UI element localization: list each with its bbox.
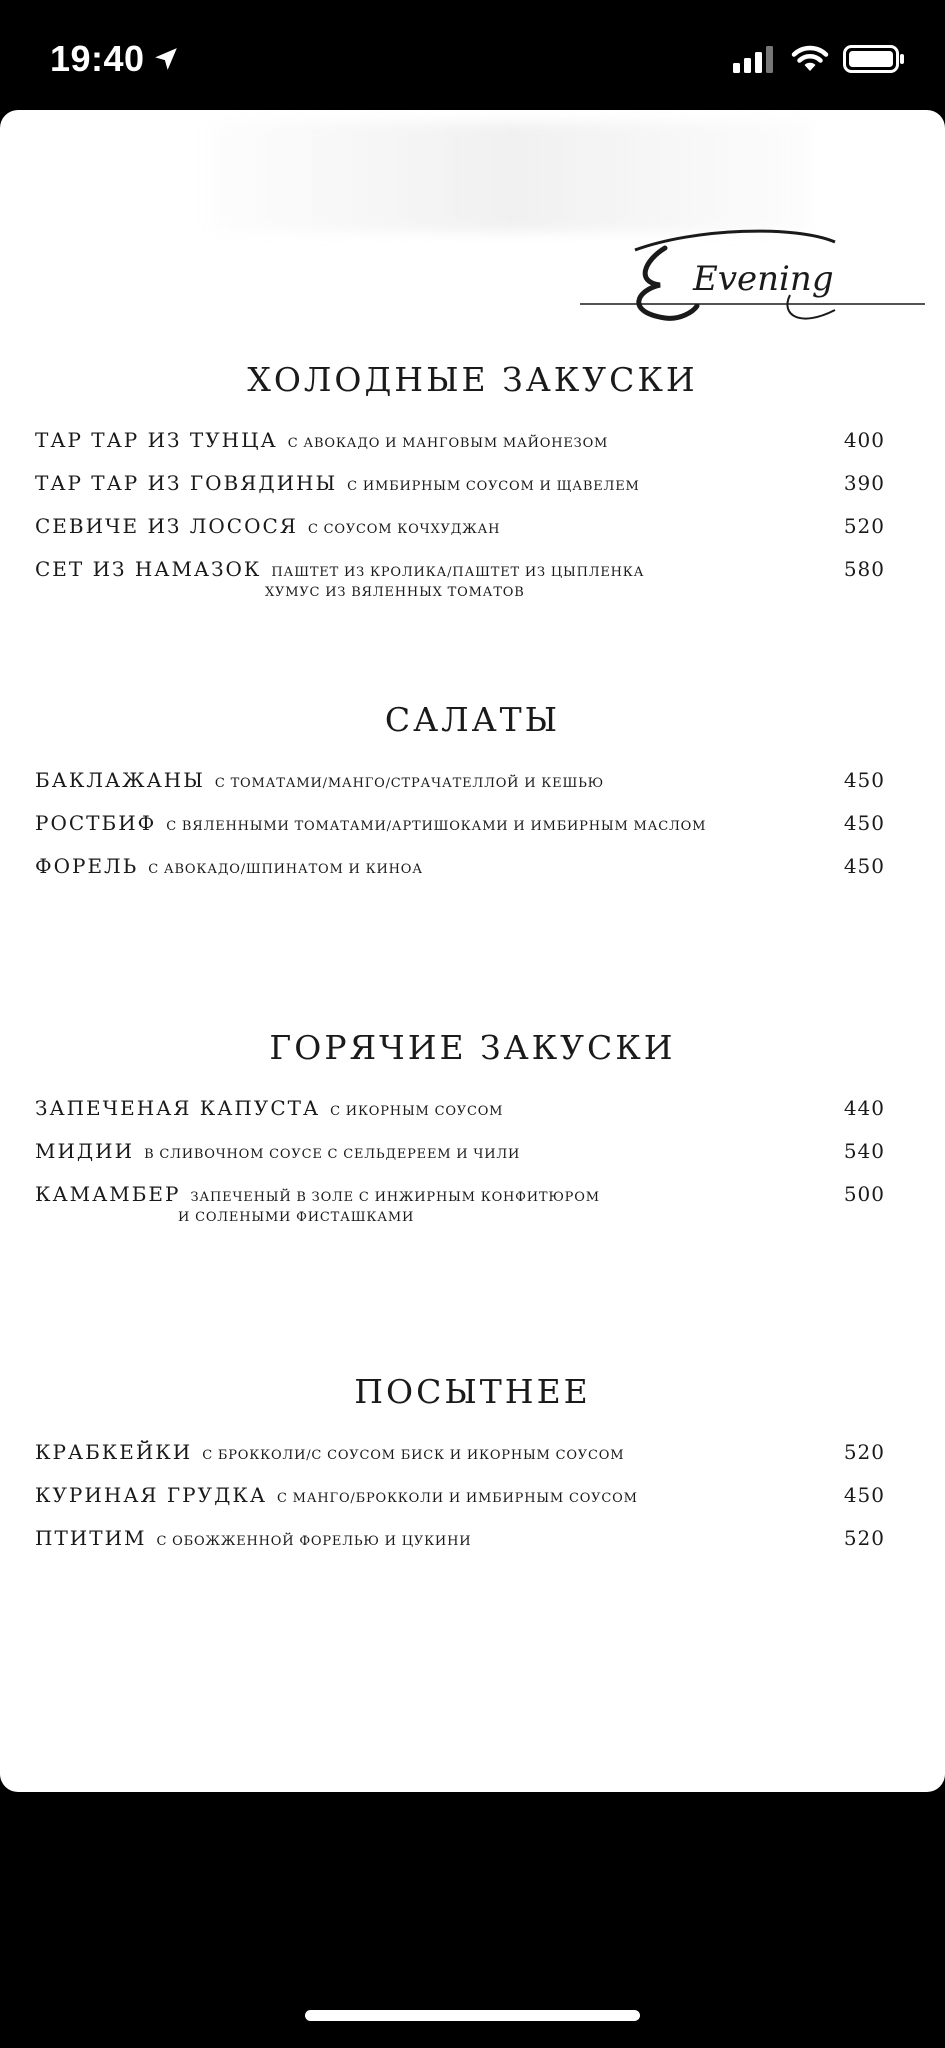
menu-image — [0, 110, 945, 1792]
item-name: ФОРЕЛЬ — [35, 854, 139, 878]
evening-logo — [575, 220, 925, 340]
status-time-text: 19:40 — [50, 38, 145, 79]
item-name: ЗАПЕЧЕНАЯ КАПУСТА — [35, 1096, 321, 1120]
menu-item — [35, 811, 885, 851]
item-price: 520 — [843, 1526, 885, 1550]
item-price: 580 — [843, 557, 885, 581]
item-name: МИДИИ — [35, 1139, 135, 1163]
item-price: 450 — [843, 854, 885, 878]
menu-item — [35, 1483, 885, 1523]
menu-item — [35, 1182, 885, 1252]
wifi-icon — [791, 45, 829, 73]
item-price: 390 — [843, 471, 885, 495]
menu-item — [35, 1440, 885, 1480]
menu-item — [35, 1526, 885, 1566]
battery-icon — [843, 44, 905, 74]
item-description: ПАШТЕТ ИЗ КРОЛИКА/ПАШТЕТ ИЗ ЦЫПЛЕНКА — [271, 565, 645, 580]
logo-text: Evening — [693, 259, 834, 299]
menu-item — [35, 557, 885, 627]
menu-item — [35, 768, 885, 808]
item-description: С ВЯЛЕННЫМИ ТОМАТАМИ/АРТИШОКАМИ И ИМБИРНЫМ МАСЛОМ — [166, 819, 707, 834]
item-description: С АВОКАДО И МАНГОВЫМ МАЙОНЕЗОМ — [287, 436, 609, 451]
item-name: ТАР ТАР ИЗ ГОВЯДИНЫ — [35, 471, 338, 495]
status-icons — [733, 44, 905, 74]
item-price: 540 — [843, 1139, 885, 1163]
item-price: 520 — [843, 1440, 885, 1464]
item-price: 400 — [843, 428, 885, 452]
menu-item — [35, 514, 885, 554]
item-name: БАКЛАЖАНЫ — [35, 768, 205, 792]
item-price: 440 — [843, 1096, 885, 1120]
item-description-line2: ХУМУС ИЗ ВЯЛЕННЫХ ТОМАТОВ — [265, 585, 525, 600]
menu-item — [35, 1096, 885, 1136]
menu-item — [35, 1139, 885, 1179]
item-description: С БРОККОЛИ/С СОУСОМ БИСК И ИКОРНЫМ СОУСОМ — [202, 1448, 625, 1463]
status-time — [50, 38, 179, 80]
item-name: ТАР ТАР ИЗ ТУНЦА — [35, 428, 278, 452]
item-name: КРАБКЕЙКИ — [35, 1440, 193, 1464]
item-description: С ТОМАТАМИ/МАНГО/СТРАЧАТЕЛЛОЙ И КЕШЬЮ — [214, 776, 604, 791]
item-name: ПТИТИМ — [35, 1526, 147, 1550]
item-description: С АВОКАДО/ШПИНАТОМ И КИНОА — [148, 862, 423, 877]
item-description: С СОУСОМ КОЧХУДЖАН — [307, 522, 501, 537]
menu-item — [35, 854, 885, 894]
item-name: КАМАМБЕР — [35, 1182, 181, 1206]
item-description: С ИКОРНЫМ СОУСОМ — [330, 1104, 504, 1119]
item-price: 520 — [843, 514, 885, 538]
menu-item — [35, 428, 885, 468]
item-name: СЕТ ИЗ НАМАЗОК — [35, 557, 262, 581]
item-price: 450 — [843, 1483, 885, 1507]
item-description: С ИМБИРНЫМ СОУСОМ И ЩАВЕЛЕМ — [347, 479, 640, 494]
item-price: 450 — [843, 811, 885, 835]
home-indicator[interactable] — [305, 2010, 640, 2021]
menu-item — [35, 471, 885, 511]
faded-header-area — [210, 122, 810, 232]
section-title-hearty: ПОСЫТНЕЕ — [354, 1372, 591, 1411]
cellular-signal-icon — [733, 45, 777, 73]
section-title-salads: САЛАТЫ — [384, 700, 561, 739]
item-name: РОСТБИФ — [35, 811, 157, 835]
status-bar — [0, 0, 945, 110]
item-description: ЗАПЕЧЕНЫЙ В ЗОЛЕ С ИНЖИРНЫМ КОНФИТЮРОМ — [190, 1190, 600, 1205]
item-name: СЕВИЧЕ ИЗ ЛОСОСЯ — [35, 514, 298, 538]
section-title-hot-appetizers: ГОРЯЧИЕ ЗАКУСКИ — [269, 1028, 676, 1067]
location-arrow-icon — [153, 46, 179, 72]
item-price: 500 — [843, 1182, 885, 1206]
item-description: В СЛИВОЧНОМ СОУСЕ С СЕЛЬДЕРЕЕМ И ЧИЛИ — [144, 1147, 521, 1162]
item-description: С МАНГО/БРОККОЛИ И ИМБИРНЫМ СОУСОМ — [276, 1491, 638, 1506]
item-description-line2: И СОЛЕНЫМИ ФИСТАШКАМИ — [178, 1210, 415, 1225]
section-title-cold-appetizers: ХОЛОДНЫЕ ЗАКУСКИ — [247, 360, 698, 399]
item-name: КУРИНАЯ ГРУДКА — [35, 1483, 267, 1507]
item-description: С ОБОЖЖЕННОЙ ФОРЕЛЬЮ И ЦУКИНИ — [156, 1534, 472, 1549]
item-price: 450 — [843, 768, 885, 792]
